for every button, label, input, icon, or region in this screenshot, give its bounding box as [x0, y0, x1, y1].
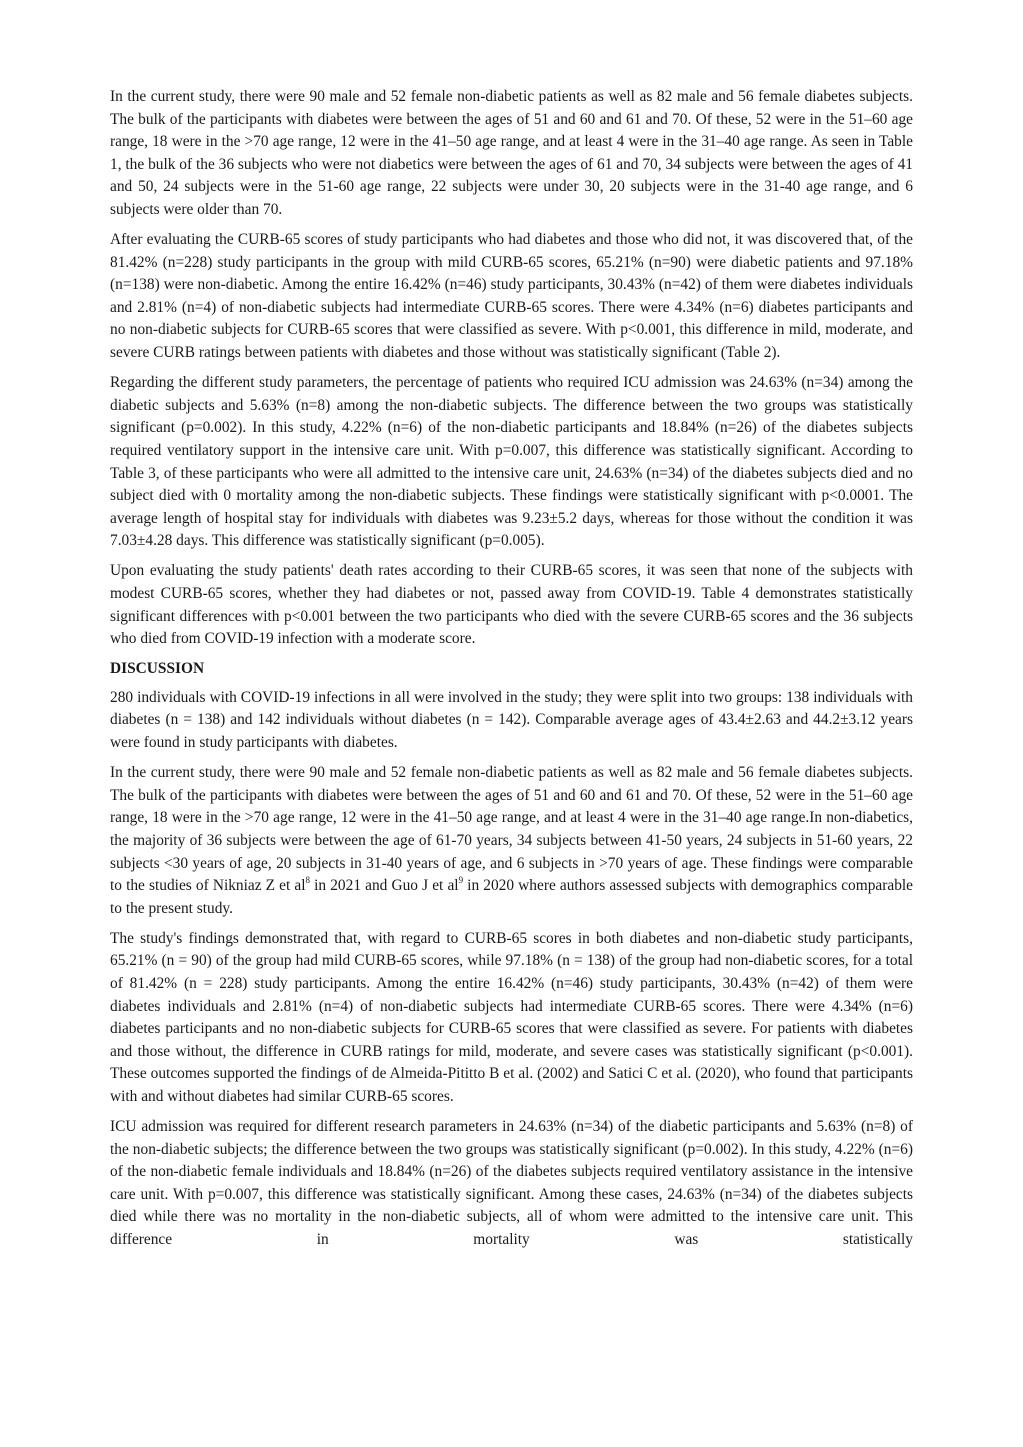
results-paragraph-mortality: Upon evaluating the study patients' death rates according to their CURB-65 scores, it was seen that none of the subjects with modest CURB-65 scores, whether they had diabetes or not, passed away from COVID-19. Table 4 demonstrates statistically significant differences with p<0.001 between the two participants who died with the severe CURB-65 scores and the 36 subjects who died from COVID-19 infection with a moderate score.	[110, 562, 913, 648]
discussion-paragraph-curb65: The study's findings demonstrated that, with regard to CURB-65 scores in both diabetes and non-diabetic study participants, 65.21% (n = 90) of the group had mild CURB-65 scores, while 97.18% (n = 138) of the group had non-diabetic scores, for a total of 81.42% (n = 228) study participants. Among the entire 16.42% (n=46) study participants, 30.43% (n=42) of them were diabetes individuals and 2.81% (n=4) of non-diabetic subjects had intermediate CURB-65 scores. There were 4.34% (n=6) diabetes participants and no non-diabetic subjects for CURB-65 scores that were classified as severe. For patients with diabetes and those without, the difference in CURB ratings for mild, moderate, and severe cases was statistically significant (p<0.001). These outcomes supported the findings of de Almeida-Pititto B et al. (2002) and Satici C et al. (2020), who found that participants with and without diabetes had similar CURB-65 scores.	[110, 929, 913, 1105]
citation-ref: 9	[458, 874, 464, 885]
text-run: in 2021 and Guo J et al	[310, 877, 459, 895]
discussion-paragraph-demographics	[110, 762, 913, 920]
citation-ref: 8	[305, 874, 311, 885]
text-run: In the current study, there were 90 male and 52 female non-diabetic patients as well as 82 male and 56 female diabetes subjects. The bulk of the participants with diabetes were between the ages of 51 and 60 and 61 and 70. Of these, 52 were in the 51–60 age range, 18 were in the >70 age range, 12 were in the 41–50 age range, and at least 4 were in the 31–40 age range.In non-diabetics, the majority of 36 subjects were between the age of 61-70 years, 34 subjects between 41-50 years, 24 subjects in 51-60 years, 22 subjects <30 years of age, 20 subjects in 31-40 years of age, and 6 subjects in >70 years of age. These findings were comparable to the studies of Nikniaz Z et al	[110, 764, 913, 895]
results-paragraph-icu: Regarding the different study parameters, the percentage of patients who required ICU admission was 24.63% (n=34) among the diabetic subjects and 5.63% (n=8) among the non-diabetic subjects. The difference between the two groups was statistically significant (p=0.002). In this study, 4.22% (n=6) of the non-diabetic participants and 18.84% (n=26) of the diabetes subjects required ventilatory support in the intensive care unit. With p=0.007, this difference was statistically significant. According to Table 3, of these participants who were all admitted to the intensive care unit, 24.63% (n=34) of the diabetes subjects died and no subject died with 0 mortality among the non-diabetic subjects. These findings were statistically significant with p<0.0001. The average length of hospital stay for individuals with diabetes was 9.23±5.2 days, whereas for those without the condition it was 7.03±4.28 days. This difference was statistically significant (p=0.005).	[110, 374, 913, 550]
results-paragraph-curb65: After evaluating the CURB-65 scores of study participants who had diabetes and those who did not, it was discovered that, of the 81.42% (n=228) study participants in the group with mild CURB-65 scores, 65.21% (n=90) were diabetic patients and 97.18% (n=138) were non-diabetic. Among the entire 16.42% (n=46) study participants, 30.43% (n=42) of them were diabetes individuals and 2.81% (n=4) of non-diabetic subjects had intermediate CURB-65 scores. There were 4.34% (n=6) diabetes participants and no non-diabetic subjects for CURB-65 scores that were classified as severe. With p<0.001, this difference in mild, moderate, and severe CURB ratings between patients with diabetes and those without was statistically significant (Table 2).	[110, 231, 913, 362]
discussion-heading: DISCUSSION	[110, 660, 205, 678]
discussion-paragraph-overview: 280 individuals with COVID-19 infections in all were involved in the study; they were split into two groups: 138 individuals with diabetes (n = 138) and 142 individuals without diabetes (n = 142). Comparable average ages of 43.4±2.63 and 44.2±3.12 years were found in study participants with diabetes.	[110, 688, 913, 752]
document-page	[110, 86, 913, 1259]
discussion-paragraph-icu: ICU admission was required for different research parameters in 24.63% (n=34) of the diabetic participants and 5.63% (n=8) of the non-diabetic subjects; the difference between the two groups was statistically significant (p=0.002). In this study, 4.22% (n=6) of the non-diabetic female individuals and 18.84% (n=26) of the diabetes subjects required ventilatory assistance in the intensive care unit. With p=0.007, this difference was statistically significant. Among these cases, 24.63% (n=34) of the diabetes subjects died while there was no mortality in the non-diabetic subjects, all of whom were admitted to the intensive care unit. This difference in mortality was statistically	[110, 1118, 913, 1248]
results-paragraph-demographics: In the current study, there were 90 male and 52 female non-diabetic patients as well as 82 male and 56 female diabetes subjects. The bulk of the participants with diabetes were between the ages of 51 and 60 and 61 and 70. Of these, 52 were in the 51–60 age range, 18 were in the >70 age range, 12 were in the 41–50 age range, and at least 4 were in the 31–40 age range. As seen in Table 1, the bulk of the 36 subjects who were not diabetics were between the ages of 61 and 70, 34 subjects were between the ages of 41 and 50, 24 subjects were in the 51-60 age range, 22 subjects were under 30, 20 subjects were in the 31-40 age range, and 6 subjects were older than 70.	[110, 88, 913, 218]
text-run: in 2020 where authors assessed subjects with demographics comparable to the present study.	[110, 877, 914, 917]
